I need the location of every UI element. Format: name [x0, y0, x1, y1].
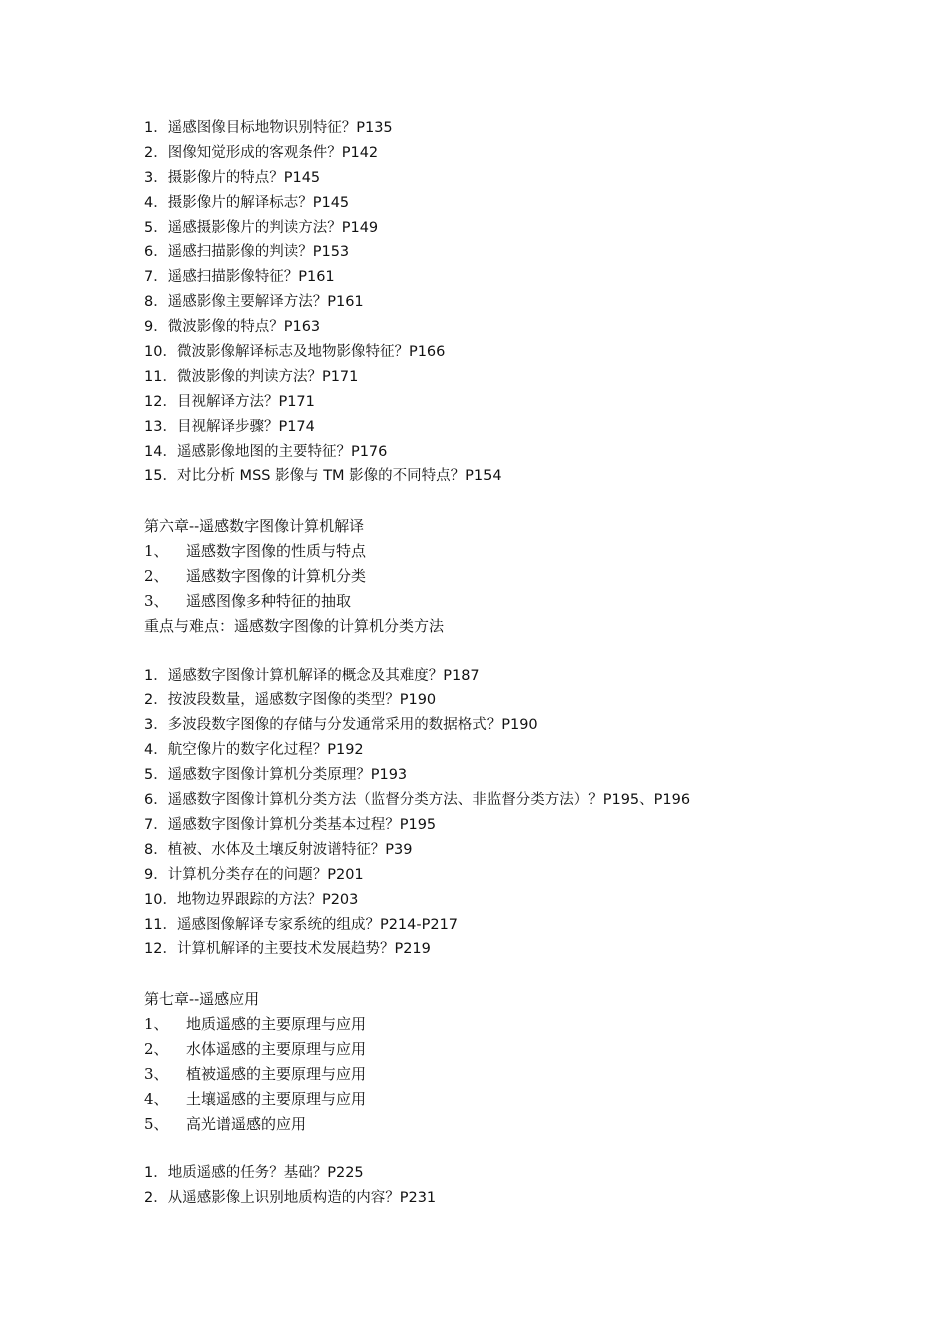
topic-text: 遥感数字图像的计算机分类: [186, 567, 367, 586]
question-number: 7．: [144, 269, 168, 286]
question-number: 8．: [144, 841, 168, 858]
topic-text: 水体遥感的主要原理与应用: [186, 1039, 367, 1058]
topic-item: [144, 1087, 904, 1112]
question-text: 摄影像片的特点？P145: [167, 169, 321, 186]
blank-line: [144, 489, 904, 514]
question-number: 14．: [144, 443, 177, 460]
topic-item: [144, 1062, 904, 1087]
chapter6-section: [144, 514, 904, 962]
question-item: [144, 1186, 904, 1211]
question-text: 计算机解译的主要技术发展趋势？P219: [176, 941, 431, 958]
topic-number: 1、: [144, 542, 169, 561]
question-text: 遥感数字图像计算机分类基本过程？P195: [167, 816, 437, 833]
question-number: 5．: [144, 219, 168, 236]
question-item: [144, 166, 904, 191]
question-item: [144, 415, 904, 440]
question-text: 地质遥感的任务？基础？P225: [167, 1165, 364, 1182]
topic-number: 3、: [144, 591, 169, 610]
question-number: 12．: [144, 393, 177, 410]
question-text: 遥感数字图像计算机分类原理？P193: [167, 767, 408, 784]
question-text: 地物边界跟踪的方法？P203: [176, 891, 359, 908]
question-number: 1．: [144, 120, 168, 136]
topic-item: [144, 1037, 904, 1062]
question-item: [144, 1161, 904, 1186]
question-number: 3．: [144, 717, 168, 734]
question-text: 航空像片的数字化过程？P192: [167, 742, 364, 759]
chapter7-section: [144, 987, 904, 1211]
chapter-heading: 第六章--遥感数字图像计算机解译: [144, 517, 365, 536]
blank-line: [144, 1137, 904, 1162]
topic-number: 1、: [144, 1015, 169, 1034]
question-number: 11．: [144, 916, 177, 933]
question-item: [144, 738, 904, 763]
question-number: 2．: [144, 144, 168, 161]
question-text: 遥感数字图像计算机分类方法（监督分类方法、非监督分类方法）？P195、P196: [167, 792, 691, 809]
question-number: 10．: [144, 344, 177, 361]
question-text: 遥感影像地图的主要特征？P176: [176, 443, 388, 460]
topic-number: 3、: [144, 1064, 169, 1083]
question-item: [144, 240, 904, 265]
topic-text: 遥感图像多种特征的抽取: [186, 591, 352, 610]
question-text: 植被、水体及土壤反射波谱特征？P39: [167, 841, 413, 858]
question-number: 12．: [144, 941, 177, 958]
question-item: [144, 265, 904, 290]
question-number: 6．: [144, 792, 168, 809]
question-text: 微波影像的特点？P163: [167, 319, 321, 336]
question-item: [144, 713, 904, 738]
chapter5-question-list: [144, 116, 904, 489]
topic-number: 4、: [144, 1089, 169, 1108]
question-item: [144, 937, 904, 962]
question-item: [144, 440, 904, 465]
question-number: 2．: [144, 692, 168, 709]
topic-number: 2、: [144, 567, 169, 586]
question-number: 4．: [144, 742, 168, 759]
chapter6-question-list: [144, 664, 904, 963]
question-number: 9．: [144, 866, 168, 883]
question-text: 多波段数字图像的存储与分发通常采用的数据格式？P190: [167, 717, 538, 734]
question-text: 遥感扫描影像特征？P161: [167, 269, 335, 286]
question-number: 5．: [144, 767, 168, 784]
question-item: [144, 913, 904, 938]
question-text: 遥感图像解译专家系统的组成？P214-P217: [176, 916, 459, 933]
topic-item: [144, 589, 904, 614]
chapter7-question-list: [144, 1161, 904, 1211]
question-number: 6．: [144, 244, 168, 261]
question-text: 摄影像片的解译标志？P145: [167, 194, 350, 211]
question-text: 遥感扫描影像的判读？P153: [167, 244, 350, 261]
question-item: [144, 664, 904, 689]
question-item: [144, 216, 904, 241]
topic-item: [144, 564, 904, 589]
question-item: [144, 340, 904, 365]
question-item: [144, 688, 904, 713]
question-number: 15．: [144, 468, 177, 485]
question-number: 9．: [144, 319, 168, 336]
question-item: [144, 290, 904, 315]
question-item: [144, 788, 904, 813]
question-item: [144, 863, 904, 888]
question-text: 遥感数字图像计算机解译的概念及其难度？P187: [167, 667, 480, 684]
question-text: 对比分析 MSS 影像与 TM 影像的不同特点？P154: [176, 468, 502, 485]
topic-item: [144, 539, 904, 564]
question-text: 遥感影像主要解译方法？P161: [167, 294, 364, 311]
topic-number: 5、: [144, 1114, 169, 1133]
question-item: [144, 390, 904, 415]
question-text: 计算机分类存在的问题？P201: [167, 866, 364, 883]
question-number: 7．: [144, 816, 168, 833]
topic-item: [144, 1012, 904, 1037]
topic-text: 植被遥感的主要原理与应用: [186, 1064, 367, 1083]
question-item: [144, 116, 904, 141]
question-text: 微波影像解译标志及地物影像特征？P166: [176, 344, 446, 361]
topic-number: 2、: [144, 1039, 169, 1058]
chapter-heading: 第七章--遥感应用: [144, 990, 260, 1009]
question-number: 2．: [144, 1190, 168, 1207]
question-text: 从遥感影像上识别地质构造的内容？P231: [167, 1190, 437, 1207]
question-item: [144, 813, 904, 838]
focus-note: 重点与难点：遥感数字图像的计算机分类方法: [144, 616, 445, 635]
question-number: 4．: [144, 194, 168, 211]
question-number: 8．: [144, 294, 168, 311]
question-text: 遥感摄影像片的判读方法？P149: [167, 219, 379, 236]
question-number: 3．: [144, 169, 168, 186]
document-content: [144, 116, 904, 1211]
topic-text: 土壤遥感的主要原理与应用: [186, 1089, 367, 1108]
question-item: [144, 838, 904, 863]
question-text: 遥感图像目标地物识别特征？P135: [167, 120, 393, 136]
question-number: 11．: [144, 368, 177, 385]
question-item: [144, 365, 904, 390]
blank-line: [144, 639, 904, 664]
blank-line: [144, 962, 904, 987]
topic-text: 地质遥感的主要原理与应用: [186, 1015, 367, 1034]
question-item: [144, 315, 904, 340]
question-text: 目视解译方法？P171: [176, 393, 315, 410]
question-item: [144, 141, 904, 166]
topic-text: 遥感数字图像的性质与特点: [186, 542, 367, 561]
question-text: 目视解译步骤？P174: [176, 418, 315, 435]
question-number: 1．: [144, 1165, 168, 1182]
question-number: 13．: [144, 418, 177, 435]
question-number: 1．: [144, 667, 168, 684]
question-text: 按波段数量，遥感数字图像的类型？P190: [167, 692, 437, 709]
topic-item: [144, 1112, 904, 1137]
question-text: 微波影像的判读方法？P171: [176, 368, 359, 385]
question-item: [144, 888, 904, 913]
question-item: [144, 191, 904, 216]
question-item: [144, 464, 904, 489]
topic-text: 高光谱遥感的应用: [186, 1114, 307, 1133]
question-item: [144, 763, 904, 788]
question-text: 图像知觉形成的客观条件？P142: [167, 144, 379, 161]
question-number: 10．: [144, 891, 177, 908]
